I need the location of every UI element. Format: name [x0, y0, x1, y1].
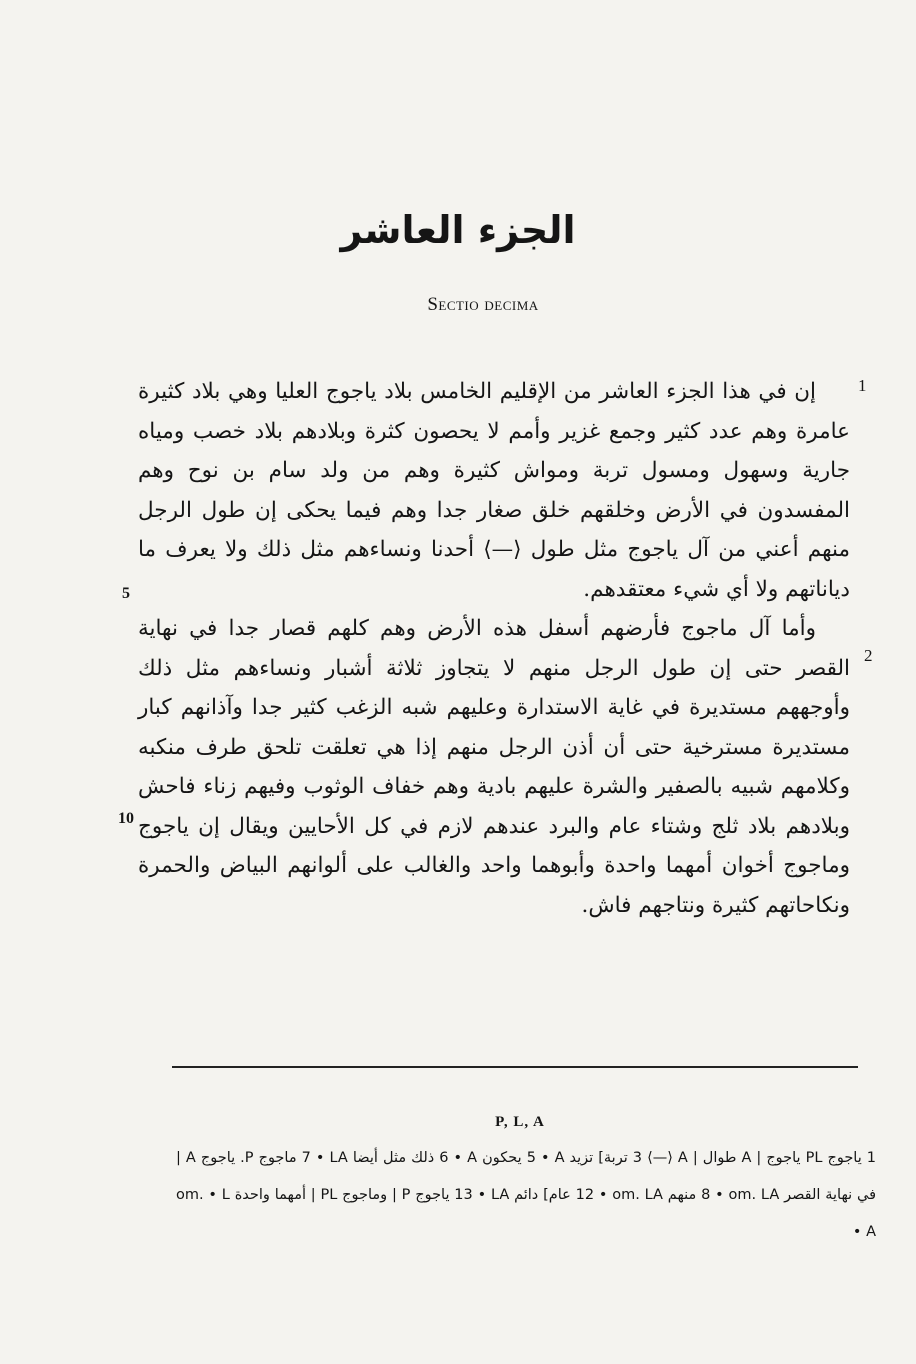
- line-number-5: 5: [122, 585, 130, 602]
- apparatus-entry: 13 ياجوج P | وماجوج PL | أمهما واحدة L •: [208, 1187, 473, 1203]
- main-text: [138, 372, 850, 925]
- paragraph-1: [138, 372, 850, 609]
- paragraph-number-2: 2: [864, 646, 873, 665]
- paragraph-number-1: 1: [858, 376, 867, 395]
- footnote-divider: [172, 1066, 858, 1068]
- manuscript-sigla: P, L, A: [495, 1114, 545, 1130]
- paragraph-1-text: إن في هذا الجزء العاشر من الإقليم الخامس بلاد ياجوج العليا وهي بلاد كثيرة عامرة وهم عدد كثير وجمع غزير وأمم لا يحصون كثرة وبلادهم بلاد خصب ومياه جارية وسهول ومسول تربة ومواش كثيرة وهم من ولد سام بن نوح وهم المفسدون في الأرض وخلقهم خلق صغار جدا وهم فيما يحكى إن طول الرجل منهم أعني من آل ياجوج مثل طول ⟨—⟩ أحدنا ونساءهم مثل ذلك ولا يعرف ما دياناتهم ولا أي شيء معتقدهم.: [138, 379, 850, 602]
- paragraph-2: [138, 609, 850, 925]
- latin-section-title: Sectio decima: [427, 294, 539, 315]
- apparatus-entry: 6 ذلك مثل أيضا LA •: [315, 1150, 449, 1166]
- apparatus-entry: 12 عام] دائم LA •: [477, 1187, 595, 1203]
- apparatus-entry: 1 ياجوج PL ياجوج | A طوال | A ⟨—⟩: [647, 1150, 877, 1166]
- line-number-10: 10: [118, 810, 134, 827]
- apparatus-entry: 7 ماجوج P. ياجوج A | في نهاية القصر om. LA •: [176, 1150, 877, 1203]
- apparatus-entry: 5 يحكون A •: [453, 1150, 536, 1166]
- apparatus-entry: 8 منهم om. LA •: [598, 1187, 711, 1203]
- apparatus-entry: 3 تربة] تزيد A •: [540, 1150, 643, 1166]
- paragraph-2-text: وأما آل ماجوج فأرضهم أسفل هذه الأرض وهم كلهم قصار جدا في نهاية القصر حتى إن طول الرجل منهم لا يتجاوز ثلاثة أشبار ونساءهم مثل ذلك وأوجههم مستديرة في غاية الاستدارة وعليهم شبه الزغب كثير جدا وآذانهم كبار مستديرة مسترخية حتى أن أذن الرجل منهم إذا هي تعلقت تلحق طرف منكبه وكلامهم شبيه بالصفير والشرة عليهم بادية وهم خفاف الوثوب وفيهم زناء فاحش وبلادهم بلاد ثلج وشتاء عام والبرد عندهم لازم في كل الأحايين ويقال إن ياجوج وماجوج أخوان أمهما واحدة وأبوهما واحد والغالب على ألوانهم البياض والحمرة ونكاحاتهم كثيرة ونتاجهم فاش.: [138, 616, 850, 918]
- apparatus-entry: om. A •: [176, 1187, 876, 1240]
- critical-apparatus: [176, 1140, 876, 1251]
- arabic-section-title: الجزء العاشر: [340, 208, 576, 252]
